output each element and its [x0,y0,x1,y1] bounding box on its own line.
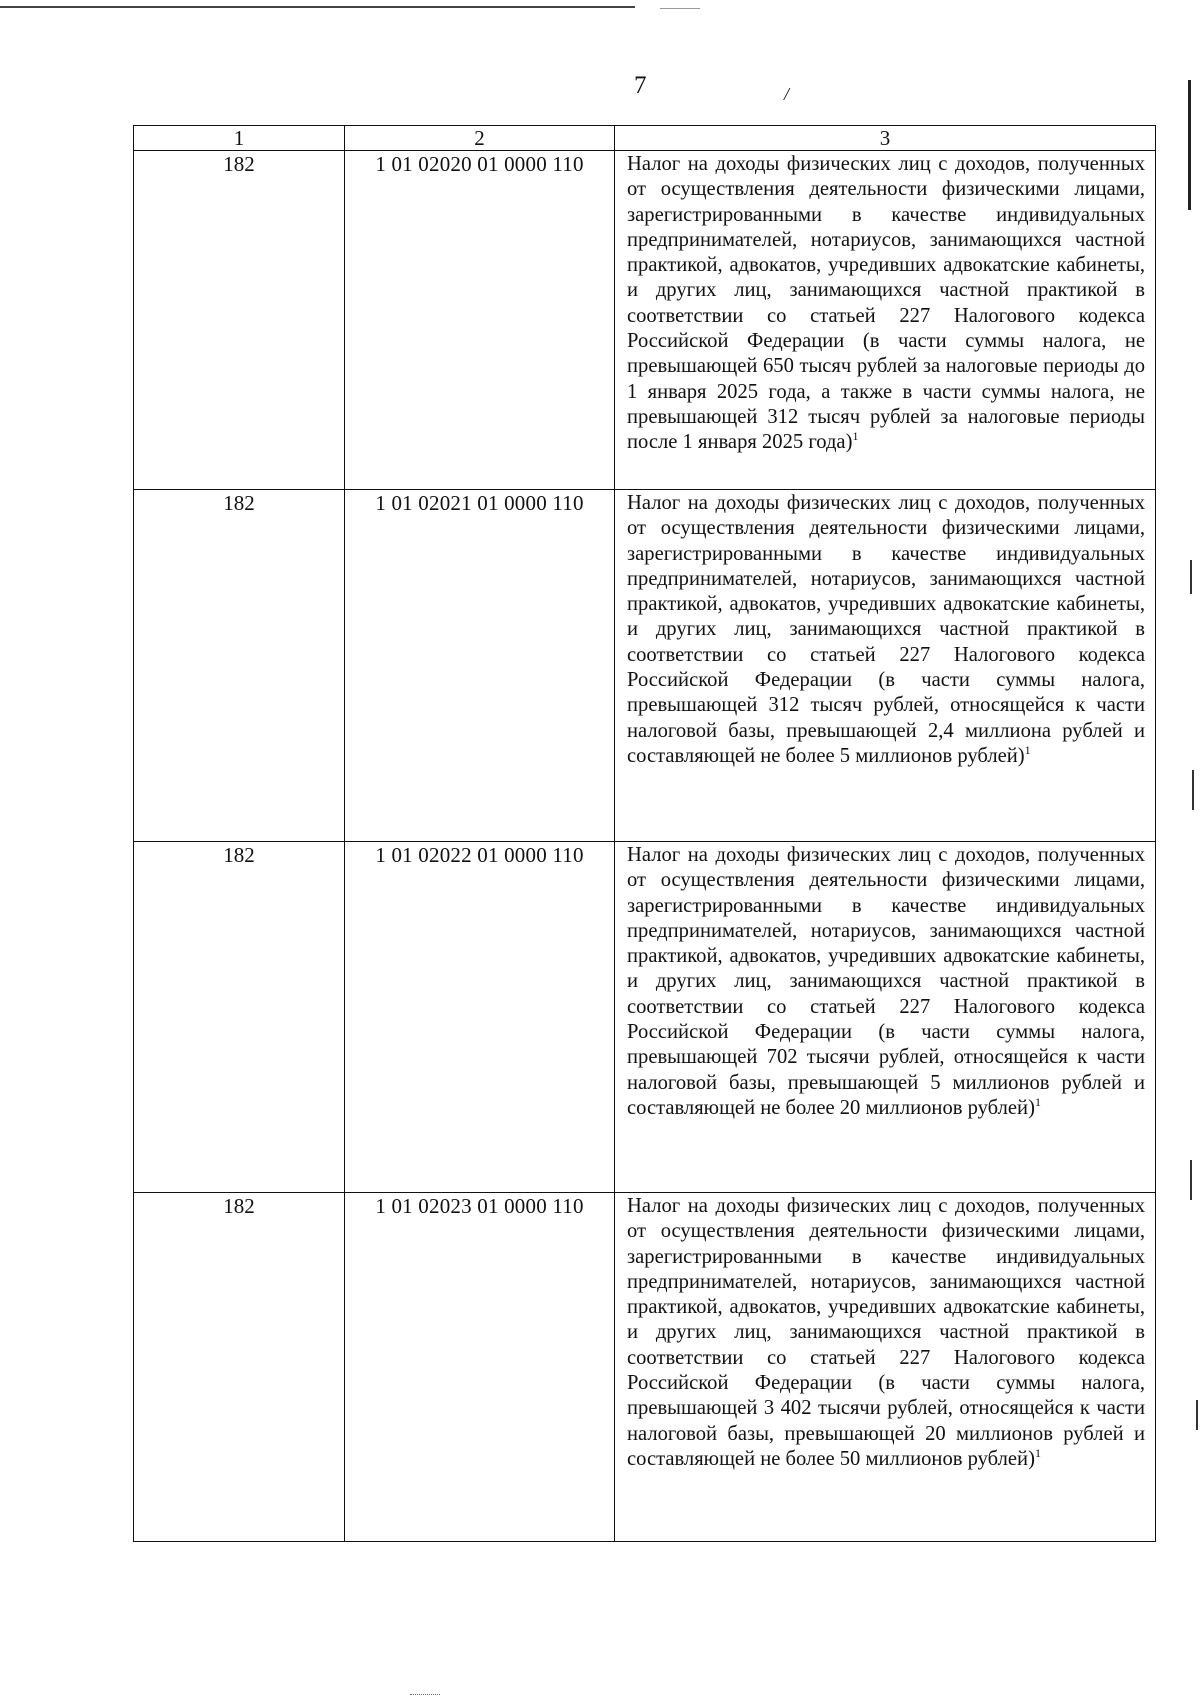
header-row [134,126,1156,151]
table-body [134,151,1156,1542]
description-text: Налог на доходы физических лиц с доходов, полученных от осуществления деятельности физическими лицами, зарегистрированными в качестве индивидуальных предпринимателей, нотариусов, занимающихся частной практикой, адвокатов, учредивших адвокатские кабинеты, и других лиц, занимающихся частной практикой в соответствии со статьей 227 Налогового кодекса Российской Федерации (в части суммы налога, превышающей 702 тысячи рублей, относящейся к части налоговой базы, превышающей 5 миллионов рублей и составляющей не более 20 миллионов рублей) [627,844,1145,1119]
stray-pen-mark: / [784,84,790,104]
column-header-2: 2 [345,126,615,151]
kbk-code-cell: 1 01 02023 01 0000 110 [345,1193,615,1542]
table-row [134,1193,1156,1542]
kbk-code-cell: 1 01 02020 01 0000 110 [345,151,615,490]
table-row [134,151,1156,490]
footnote-marker: 1 [1034,1095,1041,1110]
table-header [134,126,1156,151]
description-cell [615,842,1156,1193]
kbk-code-cell: 1 01 02021 01 0000 110 [345,490,615,842]
footnote-marker: 1 [1034,1446,1041,1461]
scan-artifact-top-line [0,6,635,8]
footnote-marker: 1 [852,429,859,444]
footnote-marker: 1 [1024,743,1031,758]
column-header-3: 3 [615,126,1156,151]
scan-artifact-edge-mark [1192,770,1194,810]
description-text: Налог на доходы физических лиц с доходов, полученных от осуществления деятельности физическими лицами, зарегистрированными в качестве индивидуальных предпринимателей, нотариусов, занимающихся частной практикой, адвокатов, учредивших адвокатские кабинеты, и других лиц, занимающихся частной практикой в соответствии со статьей 227 Налогового кодекса Российской Федерации (в части суммы налога, превышающей 312 тысяч рублей, относящейся к части налоговой базы, превышающей 2,4 миллиона рублей и составляющей не более 5 миллионов рублей) [627,492,1145,767]
description-cell [615,490,1156,842]
scan-artifact-bottom-mark [410,1694,440,1696]
scan-artifact-edge-mark [1190,560,1192,594]
admin-code-cell: 182 [134,842,345,1193]
scan-artifact-edge-mark [1190,1160,1192,1200]
budget-classification-table [133,125,1156,1542]
scan-artifact-top-dash [660,8,700,9]
scan-artifact-right-edge [1188,80,1191,210]
column-header-1: 1 [134,126,345,151]
description-text: Налог на доходы физических лиц с доходов, полученных от осуществления деятельности физическими лицами, зарегистрированными в качестве индивидуальных предпринимателей, нотариусов, занимающихся частной практикой, адвокатов, учредивших адвокатские кабинеты, и других лиц, занимающихся частной практикой в соответствии со статьей 227 Налогового кодекса Российской Федерации (в части суммы налога, не превышающей 650 тысяч рублей за налоговые периоды до 1 января 2025 года, а также в части суммы налога, не превышающей 312 тысяч рублей за налоговые периоды после 1 января 2025 года) [627,153,1145,454]
description-cell [615,151,1156,490]
description-cell [615,1193,1156,1542]
admin-code-cell: 182 [134,1193,345,1542]
table-row [134,490,1156,842]
description-text: Налог на доходы физических лиц с доходов, полученных от осуществления деятельности физическими лицами, зарегистрированными в качестве индивидуальных предпринимателей, нотариусов, занимающихся частной практикой, адвокатов, учредивших адвокатские кабинеты, и других лиц, занимающихся частной практикой в соответствии со статьей 227 Налогового кодекса Российской Федерации (в части суммы налога, превышающей 3 402 тысячи рублей, относящейся к части налоговой базы, превышающей 20 миллионов рублей и составляющей не более 50 миллионов рублей) [627,1195,1145,1470]
table-row [134,842,1156,1193]
page-number: 7 [634,72,647,99]
kbk-code-cell: 1 01 02022 01 0000 110 [345,842,615,1193]
admin-code-cell: 182 [134,151,345,490]
scan-artifact-edge-mark [1196,1400,1198,1430]
admin-code-cell: 182 [134,490,345,842]
